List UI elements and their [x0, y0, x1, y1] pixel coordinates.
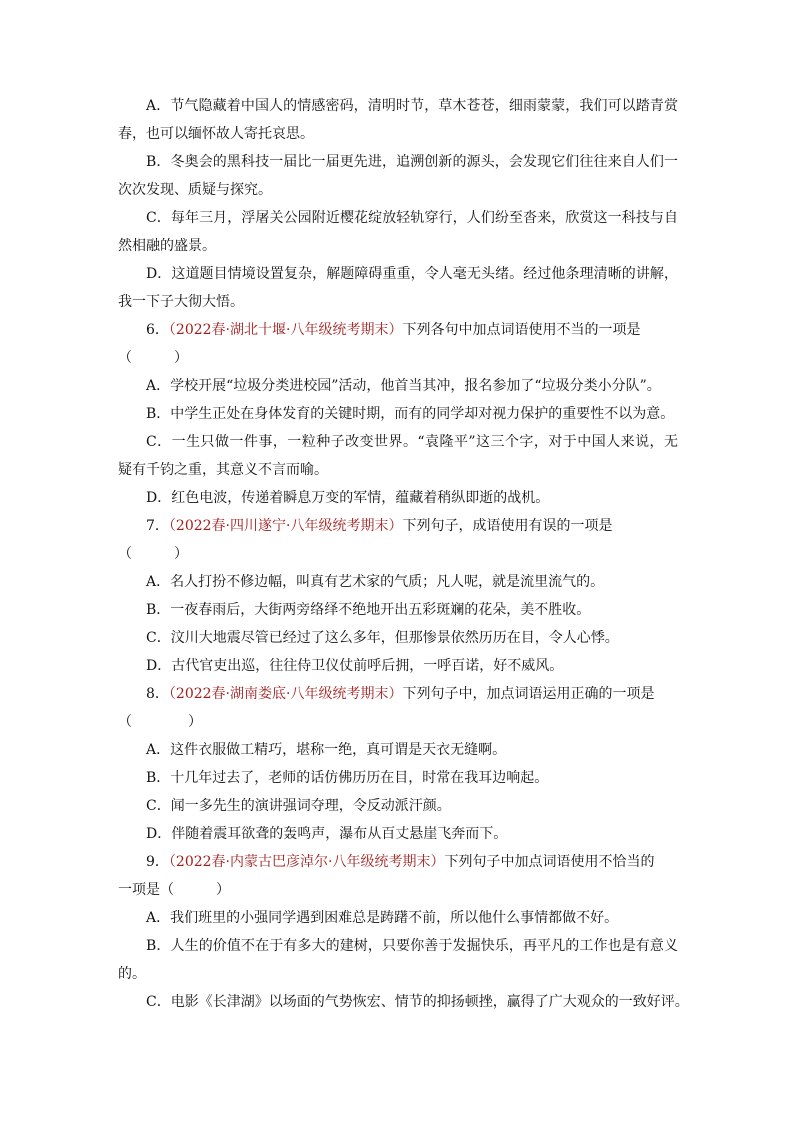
question-stem: 下列句子中，加点词语运用正确的一项是: [402, 686, 655, 702]
question-stem: 下列各句中加点词语使用不当的一项是: [402, 322, 641, 338]
option-line: A．节气隐藏着中国人的情感密码，清明时节，草木苍苍，细雨蒙蒙，我们可以踏青赏: [146, 98, 678, 114]
option-line: B．十几年过去了，老师的话仿佛历历在目，时常在我耳边响起。: [146, 770, 549, 786]
option-line: D．这道题目情境设置复杂，解题障碍重重，令人毫无头绪。经过他条理清晰的讲解，: [146, 266, 678, 282]
option-line: A．这件衣服做工精巧，堪称一绝，真可谓是天衣无缝啊。: [146, 742, 507, 758]
question-heading: [118, 848, 678, 876]
option-line: C．每年三月，浮屠关公园附近樱花绽放轻轨穿行，人们纷至沓来，欣赏这一科技与自: [146, 210, 678, 226]
question-heading: [118, 512, 678, 540]
text-continuation-line: 然相融的盛景。: [118, 238, 216, 254]
option-line: A．名人打扮不修边幅，叫真有艺术家的气质；凡人呢，就是流里流气的。: [146, 574, 605, 590]
option-line: C．汶川大地震尽管已经过了这么多年，但那惨景依然历历在目，令人心悸。: [146, 630, 619, 646]
question-number: 9．: [146, 854, 169, 870]
option-line: A．学校开展“垃圾分类进校园”活动，他首当其冲，报名参加了“垃圾分类小分队”。: [146, 378, 661, 394]
question-number: 8．: [146, 686, 169, 702]
option-line: B．中学生正处在身体发育的关键时期，而有的同学却对视力保护的重要性不以为意。: [146, 406, 675, 422]
option-line: B．一夜春雨后，大街两旁络绎不绝地开出五彩斑斓的花朵，美不胜收。: [146, 602, 591, 618]
text-continuation-line: 疑有千钧之重，其意义不言而喻。: [118, 462, 328, 478]
text-continuation-line: 的。: [118, 966, 146, 982]
question-source: （2022春·四川遂宁·八年级统考期末）: [168, 518, 403, 534]
option-line: A．我们班里的小强同学遇到困难总是踌躇不前，所以他什么事情都做不好。: [146, 910, 619, 926]
question-heading: [118, 316, 678, 344]
option-line: D．红色电波，传递着瞬息万变的军情，蕴藏着稍纵即逝的战机。: [146, 490, 550, 506]
option-line: D．伴随着震耳欲聋的轰鸣声，瀑布从百丈悬崖飞奔而下。: [146, 826, 508, 842]
question-heading: [118, 680, 678, 708]
option-line: C．一生只做一件事，一粒种子改变世界。“袁隆平”这三个字，对于中国人来说，无: [146, 434, 678, 450]
question-source: （2022春·湖北十堰·八年级统考期末）: [168, 322, 403, 338]
option-line: C．电影《长津湖》以场面的气势恢宏、情节的抑扬顿挫，赢得了广大观众的一致好评。: [146, 994, 689, 1010]
option-line: B．人生的价值不在于有多大的建树，只要你善于发掘快乐，再平凡的工作也是有意义: [146, 938, 678, 954]
question-number: 6．: [146, 322, 169, 338]
option-line: C．闻一多先生的演讲强词夺理，令反动派汗颜。: [146, 798, 451, 814]
text-continuation-line: 我一下子大彻大悟。: [118, 294, 244, 310]
question-source: （2022春·内蒙古巴彦淖尔·八年级统考期末）: [168, 854, 445, 870]
text-continuation-line: （ ）: [118, 714, 202, 730]
document-page: [118, 92, 689, 1016]
option-line: B．冬奥会的黑科技一届比一届更先进，追溯创新的源头，会发现它们往往来自人们一: [146, 154, 678, 170]
question-number: 7．: [146, 518, 169, 534]
text-continuation-line: 春，也可以缅怀故人寄托哀思。: [118, 126, 314, 142]
question-stem: 下列句子，成语使用有误的一项是: [402, 518, 613, 534]
text-continuation-line: （ ）: [118, 350, 188, 366]
question-source: （2022春·湖南娄底·八年级统考期末）: [168, 686, 403, 702]
option-line: D．古代官吏出巡，往往侍卫仪仗前呼后拥，一呼百诺，好不威风。: [146, 658, 564, 674]
text-continuation-line: 一项是（ ）: [118, 882, 230, 898]
question-stem: 下列句子中加点词语使用不恰当的: [444, 854, 655, 870]
text-continuation-line: （ ）: [118, 546, 188, 562]
text-continuation-line: 次次发现、质疑与探究。: [118, 182, 272, 198]
